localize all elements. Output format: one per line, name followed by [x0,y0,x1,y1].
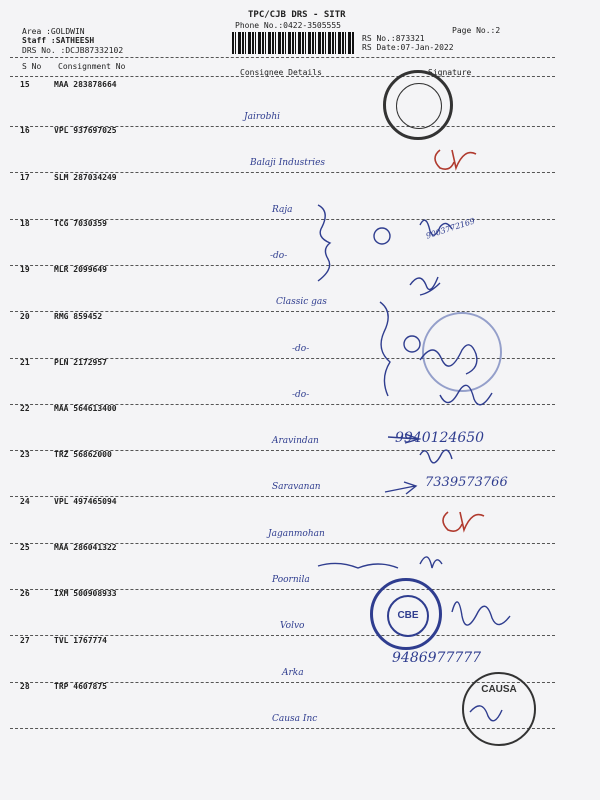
row-sno: 23 [20,450,30,460]
drs-number: DRS No. :DCJB87332102 [22,46,124,55]
handwritten-phone: 7339573766 [425,475,508,490]
row-sno: 16 [20,126,30,136]
row-consignment-no: MAA 564613400 [54,404,117,414]
row-consignment-no: PLN 2172957 [54,357,107,367]
row-consignment-no: TVL 1767774 [54,635,107,645]
col-sno: S No [22,62,42,71]
signature-scribble [410,277,440,295]
circled-three [404,336,420,352]
row-consignee-handwritten: Volvo [280,621,305,632]
blue-signatures [318,205,510,721]
col-consignment: Consignment No [58,62,126,71]
row-consignment-no: RMG 859452 [54,311,103,321]
row-consignment-no: MAA 283878664 [54,80,117,89]
col-consignee-details: Consignee Details [240,68,322,77]
row-sno: 19 [20,265,30,275]
row-sno: 24 [20,496,30,506]
signature-scribble [440,385,492,404]
row-sno: 25 [20,543,30,552]
staff-label: Staff :SATHEESH [22,36,95,45]
handwritten-phone: 9940124650 [395,430,485,446]
row-consignment-no: VPL 937697025 [54,126,117,136]
row-sno: 18 [20,218,30,228]
red-initial-mark [443,512,484,531]
row-consignee-handwritten: Raja [272,204,293,215]
circled-two [374,228,390,244]
row-consignment-no: IXM 500908933 [54,589,117,599]
row-consignee-handwritten: -do- [292,389,310,400]
signature-scribble [318,557,442,568]
red-initial-mark [435,150,476,169]
arrow-mark [388,434,419,443]
red-initials [435,150,484,531]
row-consignee-handwritten: Causa Inc [272,713,318,724]
row-consignee-handwritten: Jairobhi [244,112,281,122]
signature-scribble [452,602,510,625]
area-label: Area :GOLDWIN [22,27,85,36]
causa-stamp-label: CAUSA [481,684,517,695]
row-consignment-no: MAA 286041322 [54,543,117,552]
row-consignment-no: MLR 2099649 [54,265,107,275]
row-sno: 26 [20,589,30,599]
rs-number: RS No.:873321 [362,34,425,43]
handwritten-phone: 9003772169 [424,216,477,241]
row-consignee-handwritten: Saravanan [272,482,321,493]
signature-scribble [420,220,452,235]
row-consignment-no: VPL 497465094 [54,496,117,506]
signature-scribble [420,450,452,463]
signature-scribble [420,345,477,374]
brace-mark [318,205,330,281]
row-consignee-handwritten: Jaganmohan [268,528,325,539]
rs-date: RS Date:07-Jan-2022 [362,43,454,52]
row-consignment-no: TRP 4607875 [54,681,107,691]
row-consignment-no: SLM 287034249 [54,172,117,182]
phone-number: Phone No.:0422-3505555 [235,21,341,30]
row-sno: 21 [20,357,30,367]
signature-scribble [470,706,502,721]
row-sno: 22 [20,404,30,414]
row-consignment-no: TRZ 56862000 [54,450,112,460]
handwritten-phone: 9486977777 [392,650,482,666]
row-consignee-handwritten: Balaji Industries [250,158,326,169]
row-sno: 27 [20,635,30,645]
brace-mark [380,302,390,396]
arrow-mark [385,482,416,494]
row-consignee-handwritten: Arka [282,667,304,678]
row-consignee-handwritten: Classic gas [276,297,327,308]
row-consignment-no: TCG 7030359 [54,218,107,228]
col-signature: Signature [428,68,472,77]
row-consignee-handwritten: -do- [270,250,288,261]
document-title: TPC/CJB DRS - SITR [248,10,346,20]
row-sno: 20 [20,311,30,321]
row-consignee-handwritten: Poornila [272,575,310,585]
seal-city: CBE [387,595,429,637]
row-sno: 17 [20,172,30,182]
page-number: Page No.:2 [452,26,501,35]
row-sno: 28 [20,681,30,691]
row-consignee-handwritten: -do- [292,343,310,354]
row-consignee-handwritten: Aravindan [272,436,319,447]
row-sno: 15 [20,80,30,89]
